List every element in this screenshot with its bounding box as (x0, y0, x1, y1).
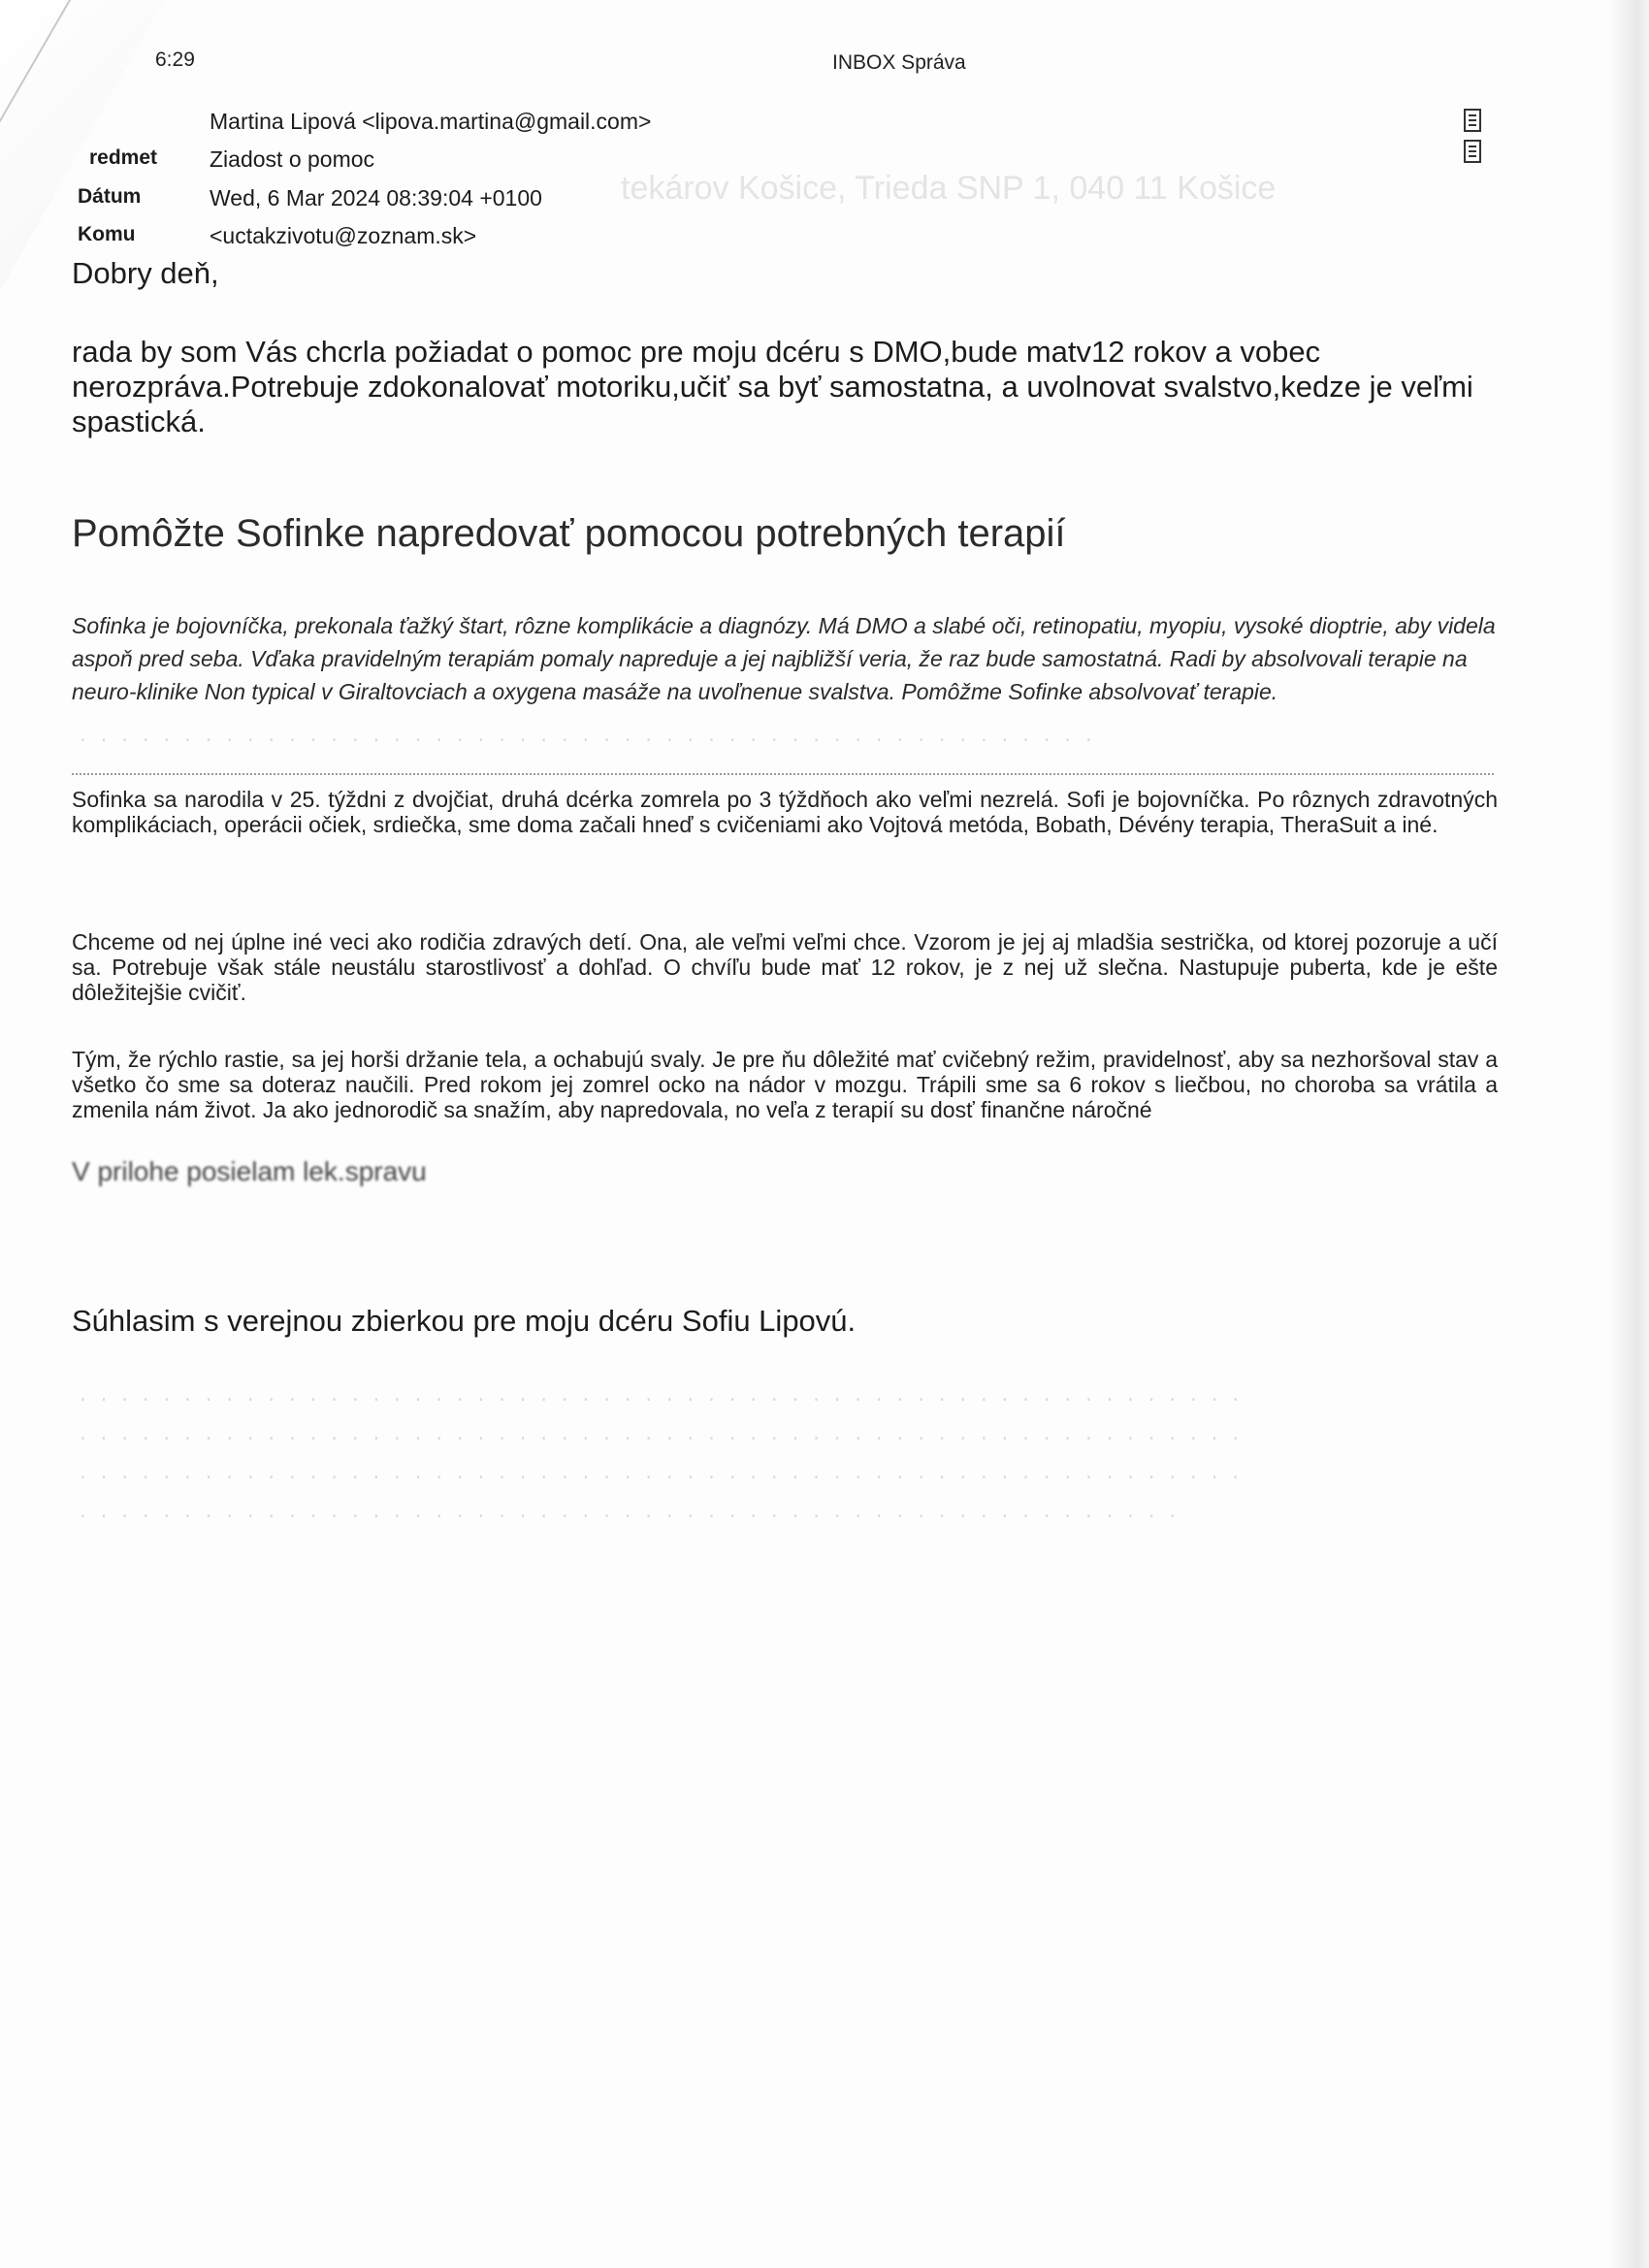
story-paragraph-1: Sofinka sa narodila v 25. týždni z dvojčiat, druhá dcérka zomrela po 3 týždňoch ako veľmi nezrelá. Sofi je bojovníčka. Po rôznych zdravotných komplikáciach, operácii očiek, srdiečka, sme doma začali hneď s cvičeniami ako Vojtová metóda, Bobath, Dévény terapia, TheraSuit a iné. (72, 787, 1498, 837)
bleed-through-text: . . . . . . . . . . . . . . . . . . . . . . . . . . . . . . . . . . . . . . . . . . . . . . . . . . . . . . . . (78, 1426, 1241, 1445)
campaign-heading: Pomôžte Sofinke napredovať pomocou potrebných terapií (72, 512, 1066, 555)
attachment-note: V prilohe posielam lek.spravu (72, 1156, 427, 1186)
folded-corner (0, 0, 194, 291)
bleed-through-text: . . . . . . . . . . . . . . . . . . . . . . . . . . . . . . . . . . . . . . . . . . . . . . . . . . . . . . . . (78, 1387, 1241, 1407)
print-time: 6:29 (155, 49, 195, 71)
story-paragraph-2: Chceme od nej úplne iné veci ako rodičia zdravých detí. Ona, ale veľmi veľmi chce. Vzorom je jej aj mladšia sestrička, od ktorej pozoruje a učí sa. Potrebuje však stále neustálu starostlivosť a dohľad. O chvíľu bude mať 12 rokov, je z nej už slečna. Nastupuje puberta, kde je ešte dôležitejšie cvičiť. (72, 929, 1498, 1005)
to-label: Komu (78, 223, 136, 245)
story-paragraph-3: Tým, že rýchlo rastie, sa jej horši držanie tela, a ochabujú svaly. Je pre ňu dôležité mať cvičebný režim, pravidelnosť, aby sa nezhoršoval stav a všetko čo sme sa doteraz naučili. Pred rokom jej zomrel ocko na nádor v mozgu. Trápili sme sa 6 rokov s liečbou, no choroba sa vrátila a zmenila nám život. Ja ako jednorodič sa snažím, aby napredovala, no veľa z terapií su dosť finančne náročné (72, 1047, 1498, 1122)
bleed-through-text: . . . . . . . . . . . . . . . . . . . . . . . . . . . . . . . . . . . . . . . . . . . . . . . . . . . . . (78, 1504, 1179, 1523)
page-edge (1610, 0, 1649, 2268)
from-value[interactable]: Martina Lipová <lipova.martina@gmail.com> (210, 109, 652, 134)
divider (72, 773, 1494, 775)
date-label: Dátum (78, 185, 142, 208)
message-list-icon[interactable] (1464, 109, 1481, 132)
subject-value: Ziadost o pomoc (210, 146, 375, 172)
greeting: Dobry deň, (72, 256, 219, 290)
consent-statement: Súhlasim s verejnou zbierkou pre moju dcéru Sofiu Lipovú. (72, 1304, 857, 1338)
window-title: INBOX Správa (832, 51, 966, 74)
campaign-intro: Sofinka je bojovníčka, prekonala ťažký štart, rôzne komplikácie a diagnózy. Má DMO a slabé oči, retinopatiu, myopiu, vysoké dioptrie, aby videla aspoň pred seba. Vďaka pravidelným terapiám pomaly napreduje a jej najbližší veria, že raz bude samostatná. Radi by absolvovali terapie na neuro-klinike Non typical v Giraltovciach a oxygena masáže na uvoľnenue svalstva. Pomôžme Sofinke absolvovať terapie. (72, 613, 1496, 704)
request-text: rada by som Vás chcrla požiadat o pomoc pre moju dcéru s DMO,bude matv12 rokov a vobec nerozpráva.Potrebuje zdokonalovať motoriku,učiť sa byť samostatna, a uvolnovat svalstvo,kedze je veľmi spastická. (72, 335, 1473, 438)
subject-label: redmet (89, 146, 158, 169)
message-info-icon[interactable] (1464, 140, 1481, 163)
bleed-through-text: . . . . . . . . . . . . . . . . . . . . . . . . . . . . . . . . . . . . . . . . . . . . . . . . . (78, 728, 1094, 747)
bleed-through-text: . . . . . . . . . . . . . . . . . . . . . . . . . . . . . . . . . . . . . . . . . . . . . . . . . . . . . . . . (78, 1465, 1241, 1484)
to-value[interactable]: <uctakzivotu@zoznam.sk> (210, 223, 477, 248)
bleed-through-text: tekárov Košice, Trieda SNP 1, 040 11 Košice (621, 170, 1277, 207)
date-value: Wed, 6 Mar 2024 08:39:04 +0100 (210, 185, 542, 211)
